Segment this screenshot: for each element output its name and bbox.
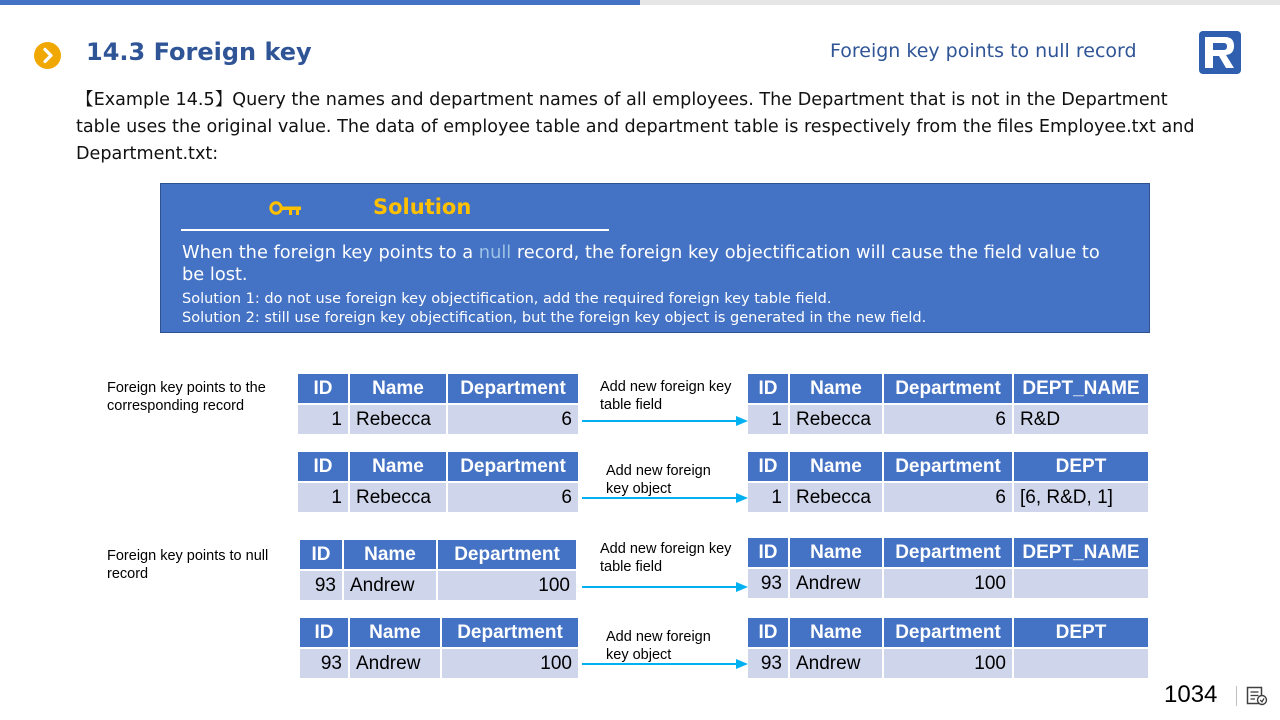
solution-2-text: Solution 2: still use foreign key objectification, but the foreign key object is generated in the new field. [182,310,927,326]
employee-table-1 [296,372,580,436]
header-id: ID [300,540,342,569]
cell-id: 93 [300,649,348,678]
arrow-icon [580,415,750,427]
intro-line-2: table uses the original value. The data of employee table and department table is respectively from the files Employee.txt and [76,117,1195,137]
arrow-icon [580,658,750,670]
header-name: Name [350,452,446,481]
header-dept: DEPT [1014,618,1148,647]
page-number: 1034 [1164,681,1218,708]
label-add-field-2: Add new foreign key table field [600,541,732,575]
cell-id: 93 [748,569,788,598]
arrow-icon [580,581,750,593]
solution-box [160,183,1150,333]
solution-1-text: Solution 1: do not use foreign key objectification, add the required foreign key table field. [182,291,832,307]
header-id: ID [298,374,348,403]
solution-text-before: When the foreign key points to a [182,242,479,263]
label-add-object-1: Add new foreign key object [606,463,711,497]
cell-department: 6 [448,483,578,512]
employee-table-2 [296,450,580,514]
solution-title: Solution [373,195,472,219]
cell-id: 93 [748,649,788,678]
header-name: Name [350,374,446,403]
header-name: Name [790,618,882,647]
employee-table-3 [298,538,578,602]
header-department: Department [884,374,1012,403]
cell-name: Andrew [344,571,436,600]
employee-table-4 [298,616,580,680]
cell-name: Rebecca [790,483,882,512]
cell-name: Andrew [350,649,440,678]
key-icon [269,201,303,217]
header-id: ID [298,452,348,481]
cell-dept [1014,649,1148,678]
cell-name: Rebecca [350,405,446,434]
intro-line-3: Department.txt: [76,144,219,164]
cell-department: 100 [884,569,1012,598]
cell-id: 1 [298,483,348,512]
header-name: Name [344,540,436,569]
cell-id: 93 [300,571,342,600]
label-add-object-2: Add new foreign key object [606,629,711,663]
header-name: Name [350,618,440,647]
cell-department: 100 [884,649,1012,678]
cell-id: 1 [748,483,788,512]
solution-highlight: null [478,242,512,263]
header-id: ID [748,538,788,567]
arrow-icon [580,492,750,504]
solution-text-after: record, the foreign key objectification will cause the field value to be lost. [182,242,1100,285]
cell-department: 100 [442,649,578,678]
top-gray-bar [640,0,1280,5]
header-department: Department [438,540,576,569]
solution-main-text [182,242,1102,286]
label-null-record: Foreign key points to null record [107,548,269,582]
cell-id: 1 [748,405,788,434]
cell-name: Rebecca [350,483,446,512]
page-subtitle: Foreign key points to null record [830,40,1137,62]
header-name: Name [790,452,882,481]
header-dept-name: DEPT_NAME [1014,374,1148,403]
result-table-dept-object-2 [746,616,1150,680]
label-corresponding-record: Foreign key points to the corresponding record [107,380,266,414]
result-table-dept-object-1 [746,450,1150,514]
result-table-dept-name-1 [746,372,1150,436]
label-add-field-1: Add new foreign key table field [600,379,732,413]
notes-icon[interactable] [1246,686,1268,706]
cell-department: 6 [884,483,1012,512]
header-department: Department [884,538,1012,567]
cell-department: 100 [438,571,576,600]
solution-divider [181,229,609,231]
header-dept-name: DEPT_NAME [1014,538,1148,567]
header-name: Name [790,374,882,403]
cell-dept-name [1014,569,1148,598]
result-table-dept-name-2 [746,536,1150,600]
header-name: Name [790,538,882,567]
header-id: ID [748,452,788,481]
cell-dept: [6, R&D, 1] [1014,483,1148,512]
header-department: Department [442,618,578,647]
header-id: ID [300,618,348,647]
logo-icon [1199,31,1241,74]
cell-name: Andrew [790,649,882,678]
page-title: 14.3 Foreign key [86,38,312,66]
cell-id: 1 [298,405,348,434]
cell-dept-name: R&D [1014,405,1148,434]
header-department: Department [884,452,1012,481]
cell-department: 6 [884,405,1012,434]
top-accent-bar [0,0,640,5]
header-dept: DEPT [1014,452,1148,481]
cell-name: Andrew [790,569,882,598]
header-id: ID [748,374,788,403]
header-department: Department [448,452,578,481]
cell-name: Rebecca [790,405,882,434]
intro-line-1: 【Example 14.5】Query the names and department names of all employees. The Department that is not in the Department [76,90,1168,110]
header-department: Department [884,618,1012,647]
cell-department: 6 [448,405,578,434]
chevron-right-icon [34,42,61,69]
header-id: ID [748,618,788,647]
header-department: Department [448,374,578,403]
intro-text [76,87,1236,168]
footer-divider [1236,686,1237,706]
